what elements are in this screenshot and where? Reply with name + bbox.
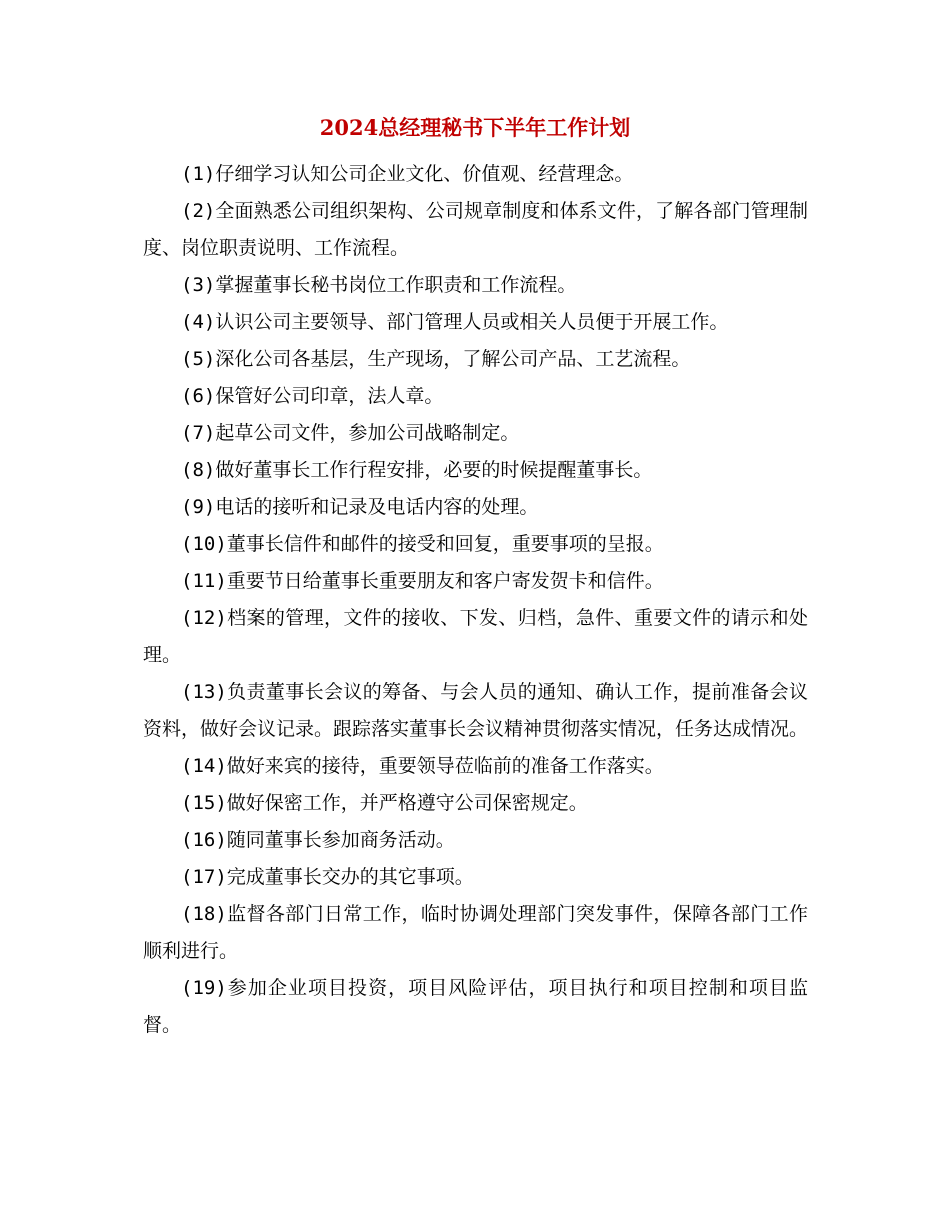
list-item-7: (7)起草公司文件，参加公司战略制定。: [181, 422, 520, 444]
document-body: [143, 156, 808, 1044]
list-item-3: (3)掌握董事长秘书岗位工作职责和工作流程。: [181, 274, 577, 296]
list-item-2: (2)全面熟悉公司组织架构、公司规章制度和体系文件，了解各部门管理制度、岗位职责说明、工作流程。: [143, 200, 808, 259]
list-item-1: (1)仔细学习认知公司企业文化、价值观、经营理念。: [181, 163, 634, 185]
list-item-14: (14)做好来宾的接待，重要领导莅临前的准备工作落实。: [181, 755, 664, 777]
list-item-11: (11)重要节日给董事长重要朋友和客户寄发贺卡和信件。: [181, 570, 664, 592]
list-item-9: (9)电话的接听和记录及电话内容的处理。: [181, 496, 539, 518]
list-item-16: (16)随同董事长参加商务活动。: [181, 829, 455, 851]
list-item-18: (18)监督各部门日常工作，临时协调处理部门突发事件，保障各部门工作顺利进行。: [143, 903, 808, 962]
list-item-13: (13)负责董事长会议的筹备、与会人员的通知、确认工作，提前准备会议资料，做好会议记录。跟踪落实董事长会议精神贯彻落实情况，任务达成情况。: [143, 681, 809, 740]
list-item-6: (6)保管好公司印章，法人章。: [181, 385, 444, 407]
list-item-8: (8)做好董事长工作行程安排，必要的时候提醒董事长。: [181, 459, 653, 481]
list-item-10: (10)董事长信件和邮件的接受和回复，重要事项的呈报。: [181, 533, 664, 555]
list-item-4: (4)认识公司主要领导、部门管理人员或相关人员便于开展工作。: [181, 311, 729, 333]
list-item-17: (17)完成董事长交办的其它事项。: [181, 866, 474, 888]
list-item-15: (15)做好保密工作，并严格遵守公司保密规定。: [181, 792, 588, 814]
list-item-5: (5)深化公司各基层，生产现场，了解公司产品、工艺流程。: [181, 348, 691, 370]
list-item-19: (19)参加企业项目投资，项目风险评估，项目执行和项目控制和项目监督。: [143, 977, 808, 1036]
document-title: 2024总经理秘书下半年工作计划: [319, 115, 631, 140]
list-item-12: (12)档案的管理，文件的接收、下发、归档，急件、重要文件的请示和处理。: [143, 607, 808, 666]
